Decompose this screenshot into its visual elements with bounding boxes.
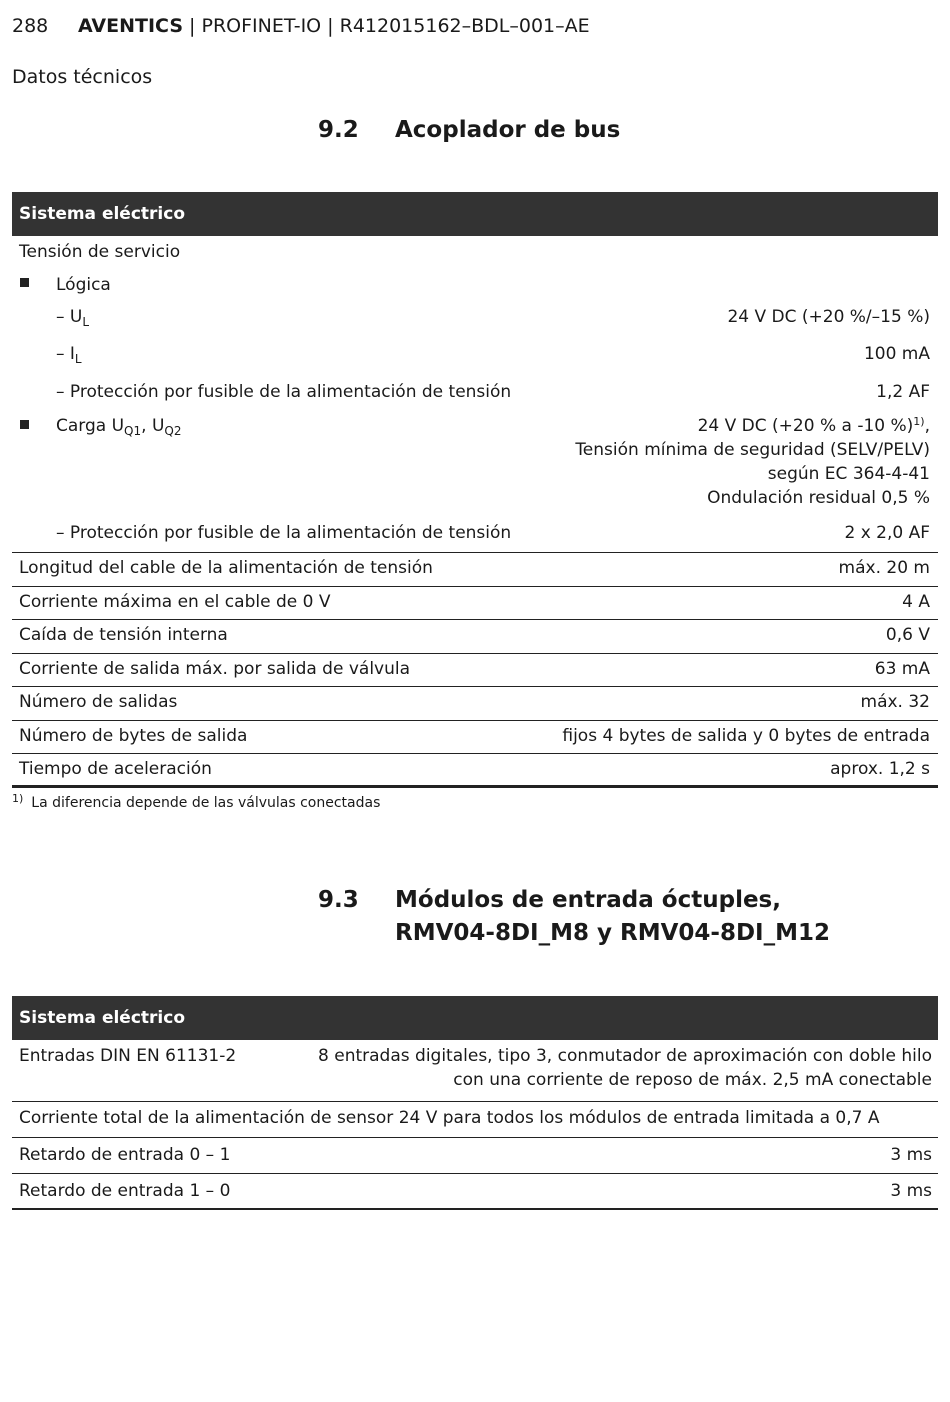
bullet-icon bbox=[20, 420, 29, 429]
table-row bbox=[12, 518, 938, 553]
row-value: máx. 32 bbox=[860, 692, 930, 712]
row-label: Corriente total de la alimentación de sensor 24 V para todos los módulos de entrada limitada a 0,7 A bbox=[19, 1108, 880, 1128]
table-row bbox=[12, 553, 938, 587]
table-row bbox=[12, 1102, 938, 1138]
table-row bbox=[12, 1138, 938, 1174]
table-row bbox=[12, 1040, 938, 1102]
row-value: con una corriente de reposo de máx. 2,5 mA conectable bbox=[453, 1070, 932, 1090]
row-value: Ondulación residual 0,5 % bbox=[707, 488, 930, 508]
brand-name: AVENTICS bbox=[78, 15, 184, 37]
row-value: 24 V DC (+20 % a -10 %)$^{1)}$, bbox=[697, 415, 930, 436]
row-label: – Protección por fusible de la alimentación de tensión bbox=[56, 382, 512, 402]
page-number: 288 bbox=[12, 15, 49, 37]
row-label: – $I_L$ bbox=[56, 344, 82, 366]
row-label: – Protección por fusible de la alimentación de tensión bbox=[56, 523, 512, 543]
chapter-label: Datos técnicos bbox=[12, 66, 153, 88]
section-heading: Acoplador de bus bbox=[395, 117, 621, 143]
row-value: fijos 4 bytes de salida y 0 bytes de entrada bbox=[562, 725, 930, 746]
row-label: Número de bytes de salida bbox=[19, 725, 248, 746]
bus-coupler-table bbox=[12, 192, 938, 788]
table-row bbox=[12, 377, 938, 411]
row-value: 1,2 AF bbox=[876, 382, 930, 402]
table-row bbox=[12, 1174, 938, 1210]
table-row bbox=[12, 654, 938, 688]
row-label: Carga $U_{Q1}$, $U_{Q2}$ bbox=[56, 416, 182, 438]
row-label: Corriente de salida máx. por salida de válvula bbox=[19, 658, 411, 679]
row-value: máx. 20 m bbox=[838, 558, 930, 578]
document-info: | PROFINET-IO | R412015162–BDL–001–AE bbox=[183, 15, 590, 37]
section-number: 9.2 bbox=[318, 117, 359, 143]
table-row bbox=[12, 620, 938, 654]
row-label: Retardo de entrada 1 – 0 bbox=[19, 1181, 231, 1201]
row-label: Longitud del cable de la alimentación de tensión bbox=[19, 558, 433, 578]
row-label: Entradas DIN EN 61131-2 bbox=[19, 1046, 237, 1066]
row-label: Lógica bbox=[56, 275, 111, 295]
footnote-mark: 1) bbox=[12, 792, 24, 805]
table-row bbox=[12, 587, 938, 621]
row-label: Tensión de servicio bbox=[19, 242, 181, 262]
row-value: Tensión mínima de seguridad (SELV/PELV) bbox=[575, 440, 930, 460]
table-row bbox=[12, 269, 938, 303]
section-number: 9.3 bbox=[318, 887, 359, 913]
row-value: 2 x 2,0 AF bbox=[844, 523, 930, 543]
row-label: – $U_L$ bbox=[56, 307, 90, 329]
table-row bbox=[12, 303, 938, 340]
row-label: Corriente máxima en el cable de 0 V bbox=[19, 591, 331, 612]
table-row bbox=[12, 754, 938, 788]
row-label: Caída de tensión interna bbox=[19, 625, 228, 645]
row-value: 0,6 V bbox=[885, 625, 930, 645]
row-label: Número de salidas bbox=[19, 692, 178, 712]
footnote-text: La diferencia depende de las válvulas conectadas bbox=[31, 795, 381, 811]
table-row bbox=[12, 721, 938, 755]
table-header: Sistema eléctrico bbox=[12, 996, 938, 1040]
section-heading-line-2: RMV04-8DI_M8 y RMV04-8DI_M12 bbox=[395, 920, 831, 946]
table-row bbox=[12, 236, 938, 269]
row-value: según EC 364-4-41 bbox=[767, 464, 930, 484]
table-row bbox=[12, 340, 938, 377]
row-value: 100 mA bbox=[863, 344, 930, 364]
footnote bbox=[12, 789, 380, 813]
table-header: Sistema eléctrico bbox=[12, 192, 938, 236]
row-label: Retardo de entrada 0 – 1 bbox=[19, 1145, 231, 1165]
page-header bbox=[12, 12, 590, 40]
row-value: 63 mA bbox=[874, 658, 930, 679]
section-heading-line-1: Módulos de entrada óctuples, bbox=[395, 887, 781, 913]
row-value: 4 A bbox=[902, 591, 930, 612]
row-label: Tiempo de aceleración bbox=[19, 759, 212, 779]
row-value: 3 ms bbox=[890, 1145, 932, 1165]
table-row bbox=[12, 411, 938, 518]
row-value: 8 entradas digitales, tipo 3, conmutador de aproximación con doble hilo bbox=[318, 1046, 932, 1066]
row-value: aprox. 1,2 s bbox=[830, 759, 930, 779]
bullet-icon bbox=[20, 278, 29, 287]
row-value: 3 ms bbox=[890, 1181, 932, 1201]
table-row bbox=[12, 687, 938, 721]
row-value: 24 V DC (+20 %/–15 %) bbox=[727, 307, 930, 327]
input-modules-table bbox=[12, 996, 938, 1210]
